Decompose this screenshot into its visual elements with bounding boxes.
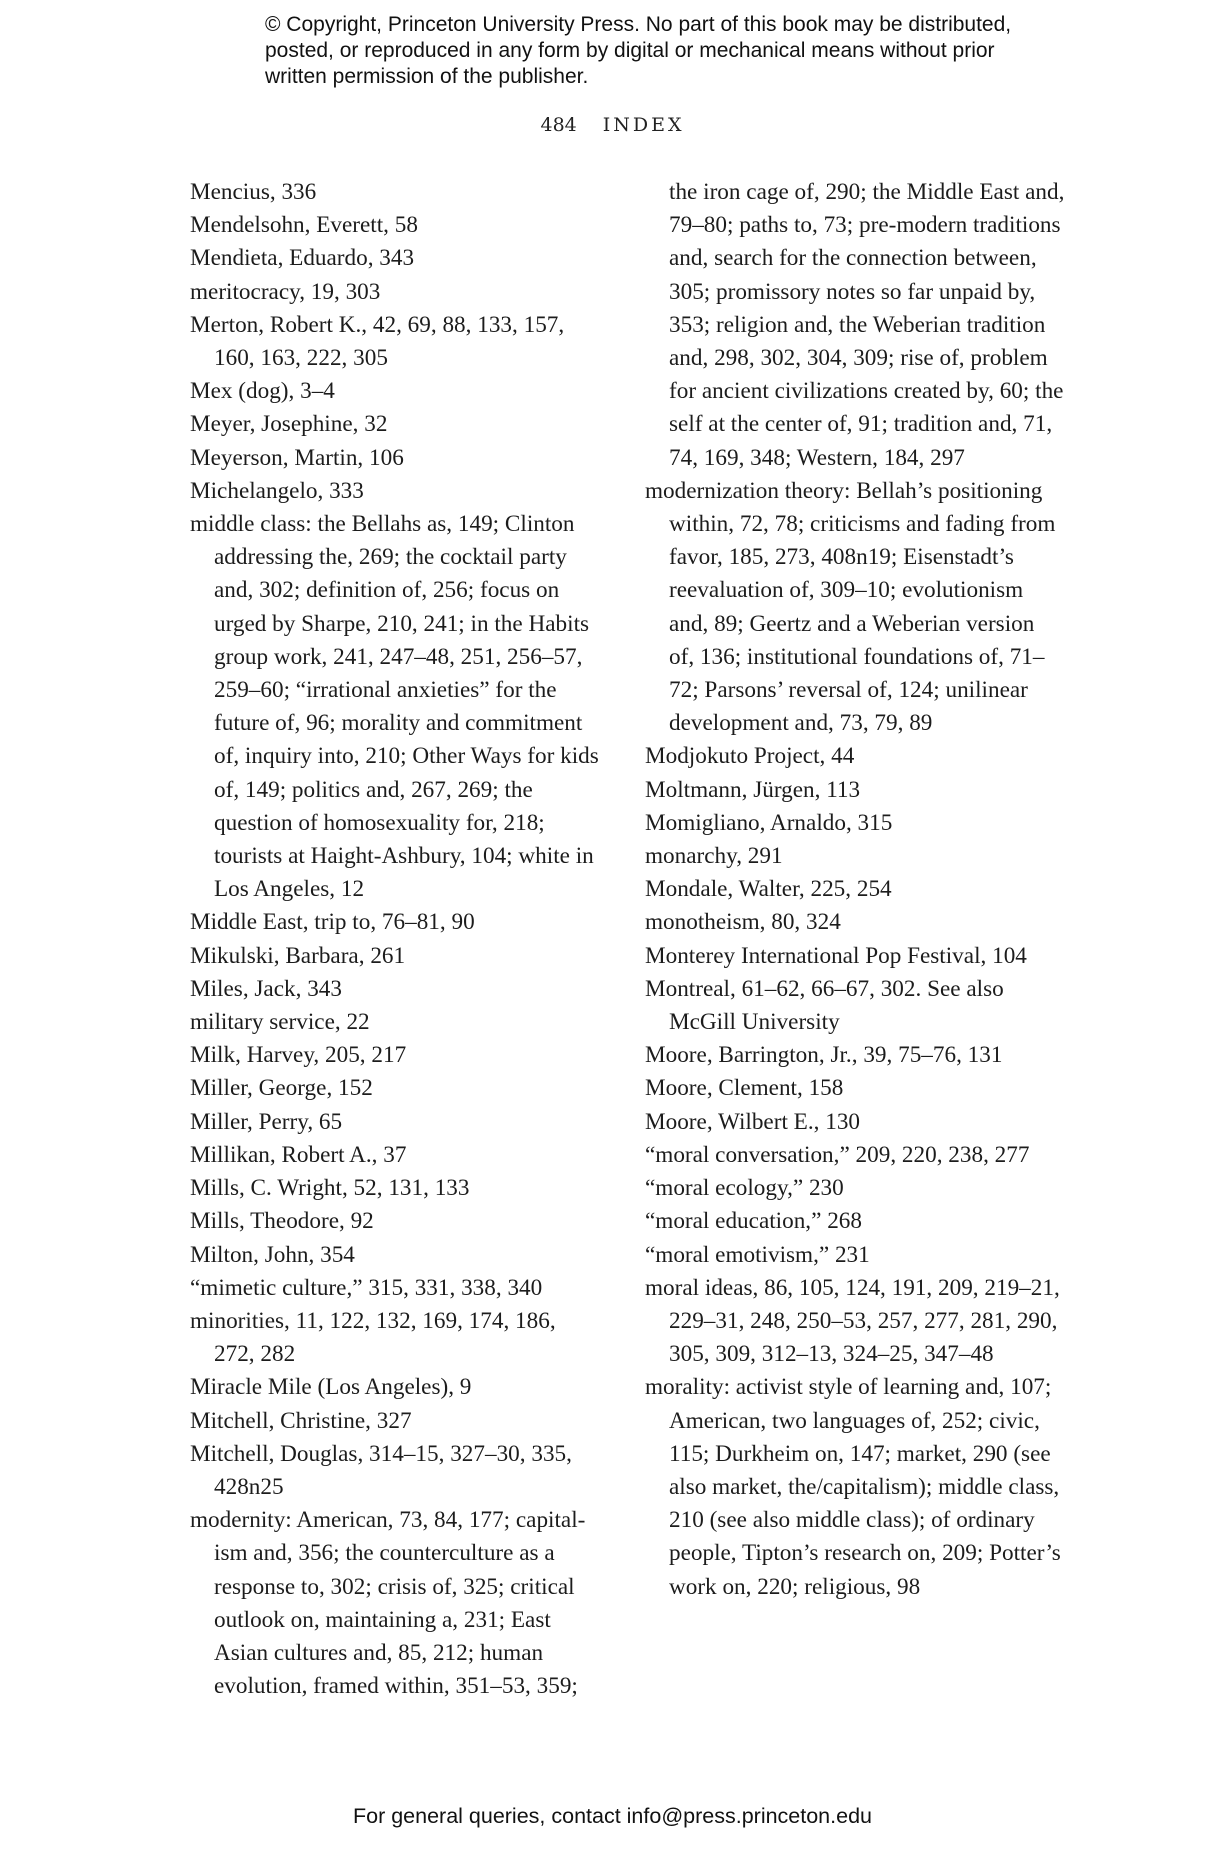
index-column-left <box>190 176 600 1703</box>
index-entry: Milk, Harvey, 205, 217 <box>190 1042 407 1069</box>
copyright-notice: © Copyright, Princeton University Press. No part of this book may be distributed, posted, or reproduced in any form by digital or mechanical means without prior written permission of the publisher. <box>265 13 1012 88</box>
index-entry: Mitchell, Douglas, 314–15, 327–30, 335, 428n25 <box>190 1440 572 1500</box>
running-head <box>0 114 1225 136</box>
index-entry: Milton, John, 354 <box>190 1241 355 1268</box>
index-entry: morality: activist style of learning and, 107; American, two languages of, 252; civic, 115; Durkheim on, 147; market, 290 (see also market, the/capitalism); middle class, 210 (see also middle class); of ordinary people, Tipton’s research on, 209; Potter’s work on, 220; religious, 98 <box>645 1374 1061 1600</box>
index-entry: Meyerson, Martin, 106 <box>190 444 404 471</box>
index-entry: Mondale, Walter, 225, 254 <box>645 876 892 903</box>
index-entry: Momigliano, Arnaldo, 315 <box>645 809 893 836</box>
page-number: 484 <box>540 114 577 136</box>
index-entry: “moral education,” 268 <box>645 1208 862 1235</box>
index-entry: minorities, 11, 122, 132, 169, 174, 186, 272, 282 <box>190 1307 556 1368</box>
index-entry: Moore, Clement, 158 <box>645 1075 844 1102</box>
index-entry: Mikulski, Barbara, 261 <box>190 942 406 969</box>
index-entry: Miller, George, 152 <box>190 1075 373 1102</box>
index-entry: Mendieta, Eduardo, 343 <box>190 245 415 272</box>
index-entry: Mills, Theodore, 92 <box>190 1208 374 1235</box>
index-entry: “moral ecology,” 230 <box>645 1175 844 1202</box>
index-entry: Modjokuto Project, 44 <box>645 743 855 770</box>
index-column-right <box>645 176 1065 1604</box>
index-entry: Mendelsohn, Everett, 58 <box>190 212 418 239</box>
index-entry: “moral conversation,” 209, 220, 238, 277 <box>645 1141 1030 1168</box>
index-entry-continuation: the iron cage of, 290; the Middle East and, 79–80; paths to, 73; pre-modern traditions and, search for the connection between, 305; promissory notes so far unpaid by, 353; religion and, the Weberian tradition and, 298, 302, 304, 309; rise of, problem for ancient civilizations created by, 60; the self at the center of, 91; tradition and, 71, 74, 169, 348; Western, 184, 297 <box>669 179 1065 471</box>
index-entry: Mitchell, Christine, 327 <box>190 1407 412 1434</box>
index-entry: modernity: American, 73, 84, 177; capital-ism and, 356; the counterculture as a response to, 302; crisis of, 325; critical outlook on, maintaining a, 231; East Asian cultures and, 85, 212; human evolution, framed within, 351–53, 359; <box>190 1507 586 1700</box>
index-entry: Moltmann, Jürgen, 113 <box>645 776 861 803</box>
index-entry: Mills, C. Wright, 52, 131, 133 <box>190 1175 470 1202</box>
index-entry: middle class: the Bellahs as, 149; Clinton addressing the, 269; the cocktail party and, 302; definition of, 256; focus on urged by Sharpe, 210, 241; in the Habits group work, 241, 247–48, 251, 256–57, 259–60; “irrational anxieties” for the future of, 96; morality and commitment of, inquiry into, 210; Other Ways for kids of, 149; politics and, 267, 269; the question of homosexuality for, 218; tourists at Haight-Ashbury, 104; white in Los Angeles, 12 <box>190 511 599 903</box>
index-entry: Middle East, trip to, 76–81, 90 <box>190 909 475 936</box>
index-entry: Michelangelo, 333 <box>190 477 364 504</box>
index-entry: monarchy, 291 <box>645 843 783 870</box>
index-entry: Meyer, Josephine, 32 <box>190 411 388 438</box>
index-entry: meritocracy, 19, 303 <box>190 278 381 305</box>
section-label: INDEX <box>602 114 685 136</box>
index-entry: modernization theory: Bellah’s positioning within, 72, 78; criticisms and fading from favor, 185, 273, 408n19; Eisenstadt’s reevaluation of, 309–10; evolutionism and, 89; Geertz and a Weberian version of, 136; institutional foundations of, 71–72; Parsons’ reversal of, 124; unilinear development and, 73, 79, 89 <box>645 477 1056 737</box>
index-entry: “moral emotivism,” 231 <box>645 1241 870 1268</box>
index-entry: Millikan, Robert A., 37 <box>190 1141 407 1168</box>
index-entry: “mimetic culture,” 315, 331, 338, 340 <box>190 1274 543 1301</box>
index-entry: Mencius, 336 <box>190 179 317 205</box>
index-entry: monotheism, 80, 324 <box>645 909 841 936</box>
index-entry: Mex (dog), 3–4 <box>190 378 335 405</box>
index-entry: Montreal, 61–62, 66–67, 302. See also McGill University <box>645 975 1004 1036</box>
index-entry: moral ideas, 86, 105, 124, 191, 209, 219–21, 229–31, 248, 250–53, 257, 277, 281, 290, 305, 309, 312–13, 324–25, 347–48 <box>645 1274 1060 1368</box>
index-entry: Merton, Robert K., 42, 69, 88, 133, 157, 160, 163, 222, 305 <box>190 311 565 372</box>
index-entry: Miller, Perry, 65 <box>190 1108 343 1135</box>
index-entry: military service, 22 <box>190 1009 370 1036</box>
index-entry: Monterey International Pop Festival, 104 <box>645 942 1027 969</box>
index-entry: Miracle Mile (Los Angeles), 9 <box>190 1374 472 1401</box>
index-entry: Moore, Barrington, Jr., 39, 75–76, 131 <box>645 1042 1003 1069</box>
index-entry: Moore, Wilbert E., 130 <box>645 1108 861 1135</box>
index-entry: Miles, Jack, 343 <box>190 975 342 1002</box>
contact-footer: For general queries, contact info@press.princeton.edu <box>352 1804 872 1828</box>
